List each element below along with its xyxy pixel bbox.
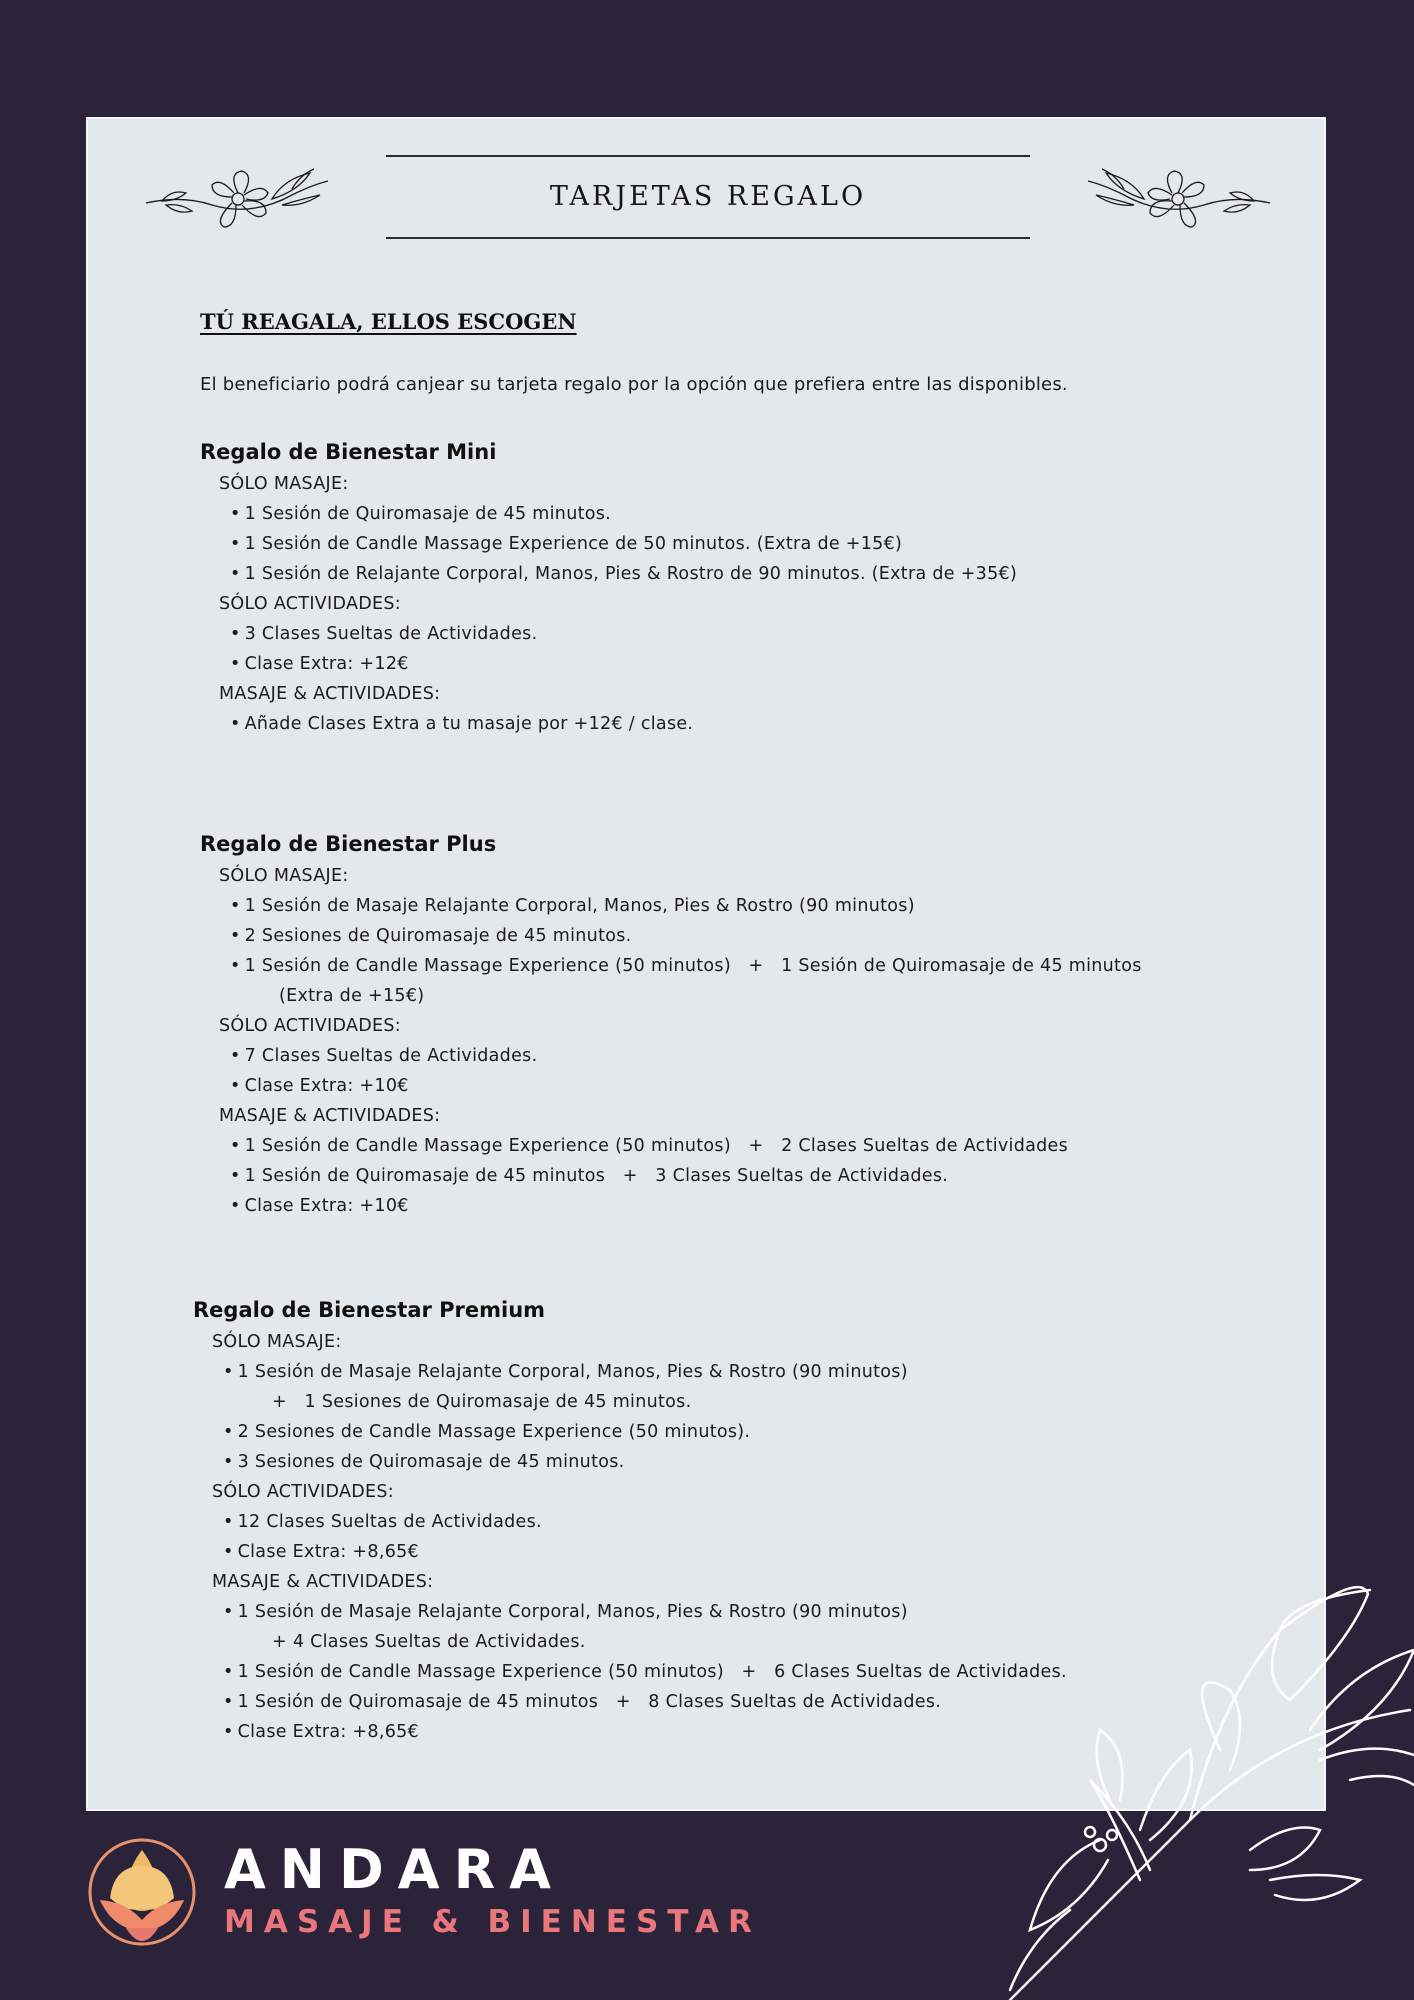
category-label: SÓLO MASAJE: bbox=[219, 866, 349, 886]
list-item: • Añade Clases Extra a tu masaje por +12€ / clase. bbox=[230, 714, 694, 734]
list-item: • Clase Extra: +10€ bbox=[230, 1196, 409, 1216]
category-label: SÓLO ACTIVIDADES: bbox=[219, 1016, 401, 1036]
page-title: TARJETAS REGALO bbox=[549, 181, 867, 212]
category-label: SÓLO MASAJE: bbox=[212, 1332, 342, 1352]
subheading: TÚ REAGALA, ELLOS ESCOGEN bbox=[200, 309, 577, 334]
list-item: • 1 Sesión de Candle Massage Experience (50 minutos) + 6 Clases Sueltas de Actividades. bbox=[223, 1662, 1067, 1682]
list-item: • Clase Extra: +8,65€ bbox=[223, 1722, 419, 1742]
list-item: • 1 Sesión de Quiromasaje de 45 minutos. bbox=[230, 504, 612, 524]
category-label: SÓLO ACTIVIDADES: bbox=[219, 594, 401, 614]
list-item: • 3 Sesiones de Quiromasaje de 45 minutos. bbox=[223, 1452, 625, 1472]
list-item-continuation: + 1 Sesiones de Quiromasaje de 45 minutos. bbox=[272, 1392, 692, 1412]
list-item-continuation: (Extra de +15€) bbox=[279, 986, 425, 1006]
section-title: Regalo de Bienestar Mini bbox=[200, 440, 497, 464]
list-item: • 1 Sesión de Candle Massage Experience (50 minutos) + 1 Sesión de Quiromasaje de 45 minutos bbox=[230, 956, 1142, 976]
list-item: • 1 Sesión de Candle Massage Experience (50 minutos) + 2 Clases Sueltas de Actividades bbox=[230, 1136, 1069, 1156]
flower-ornament-icon bbox=[1084, 165, 1274, 235]
list-item: • 7 Clases Sueltas de Actividades. bbox=[230, 1046, 538, 1066]
list-item: • 1 Sesión de Quiromasaje de 45 minutos + 3 Clases Sueltas de Actividades. bbox=[230, 1166, 949, 1186]
section-title: Regalo de Bienestar Plus bbox=[200, 832, 497, 856]
title-top-rule bbox=[386, 155, 1030, 157]
lotus-logo-icon bbox=[86, 1836, 198, 1952]
list-item: • Clase Extra: +10€ bbox=[230, 1076, 409, 1096]
brand-tagline: MASAJE & BIENESTAR bbox=[224, 1904, 761, 1940]
intro-text: El beneficiario podrá canjear su tarjeta regalo por la opción que prefiera entre las disponibles. bbox=[200, 374, 1068, 395]
gift-card-panel bbox=[86, 117, 1326, 1811]
list-item: • 1 Sesión de Quiromasaje de 45 minutos + 8 Clases Sueltas de Actividades. bbox=[223, 1692, 942, 1712]
category-label: MASAJE & ACTIVIDADES: bbox=[212, 1572, 434, 1592]
flower-ornament-icon bbox=[142, 165, 332, 235]
list-item: • 1 Sesión de Relajante Corporal, Manos, Pies & Rostro de 90 minutos. (Extra de +35€) bbox=[230, 564, 1018, 584]
list-item: • 2 Sesiones de Candle Massage Experience (50 minutos). bbox=[223, 1422, 751, 1442]
floral-branch-icon bbox=[990, 1580, 1414, 2000]
list-item: • 12 Clases Sueltas de Actividades. bbox=[223, 1512, 542, 1532]
section-plus bbox=[200, 829, 1300, 1221]
list-item: • 3 Clases Sueltas de Actividades. bbox=[230, 624, 538, 644]
list-item: • 1 Sesión de Candle Massage Experience de 50 minutos. (Extra de +15€) bbox=[230, 534, 903, 554]
list-item: • 1 Sesión de Masaje Relajante Corporal, Manos, Pies & Rostro (90 minutos) bbox=[230, 896, 915, 916]
section-mini bbox=[200, 437, 1300, 739]
list-item: • 1 Sesión de Masaje Relajante Corporal, Manos, Pies & Rostro (90 minutos) bbox=[223, 1362, 908, 1382]
title-bottom-rule bbox=[386, 237, 1030, 239]
category-label: MASAJE & ACTIVIDADES: bbox=[219, 1106, 441, 1126]
list-item: • Clase Extra: +8,65€ bbox=[223, 1542, 419, 1562]
category-label: MASAJE & ACTIVIDADES: bbox=[219, 684, 441, 704]
list-item-continuation: + 4 Clases Sueltas de Actividades. bbox=[272, 1632, 586, 1652]
section-title: Regalo de Bienestar Premium bbox=[193, 1298, 546, 1322]
list-item: • Clase Extra: +12€ bbox=[230, 654, 409, 674]
list-item: • 1 Sesión de Masaje Relajante Corporal, Manos, Pies & Rostro (90 minutos) bbox=[223, 1602, 908, 1622]
list-item: • 2 Sesiones de Quiromasaje de 45 minutos. bbox=[230, 926, 632, 946]
category-label: SÓLO ACTIVIDADES: bbox=[212, 1482, 394, 1502]
category-label: SÓLO MASAJE: bbox=[219, 474, 349, 494]
brand-name: ANDARA bbox=[224, 1838, 565, 1901]
